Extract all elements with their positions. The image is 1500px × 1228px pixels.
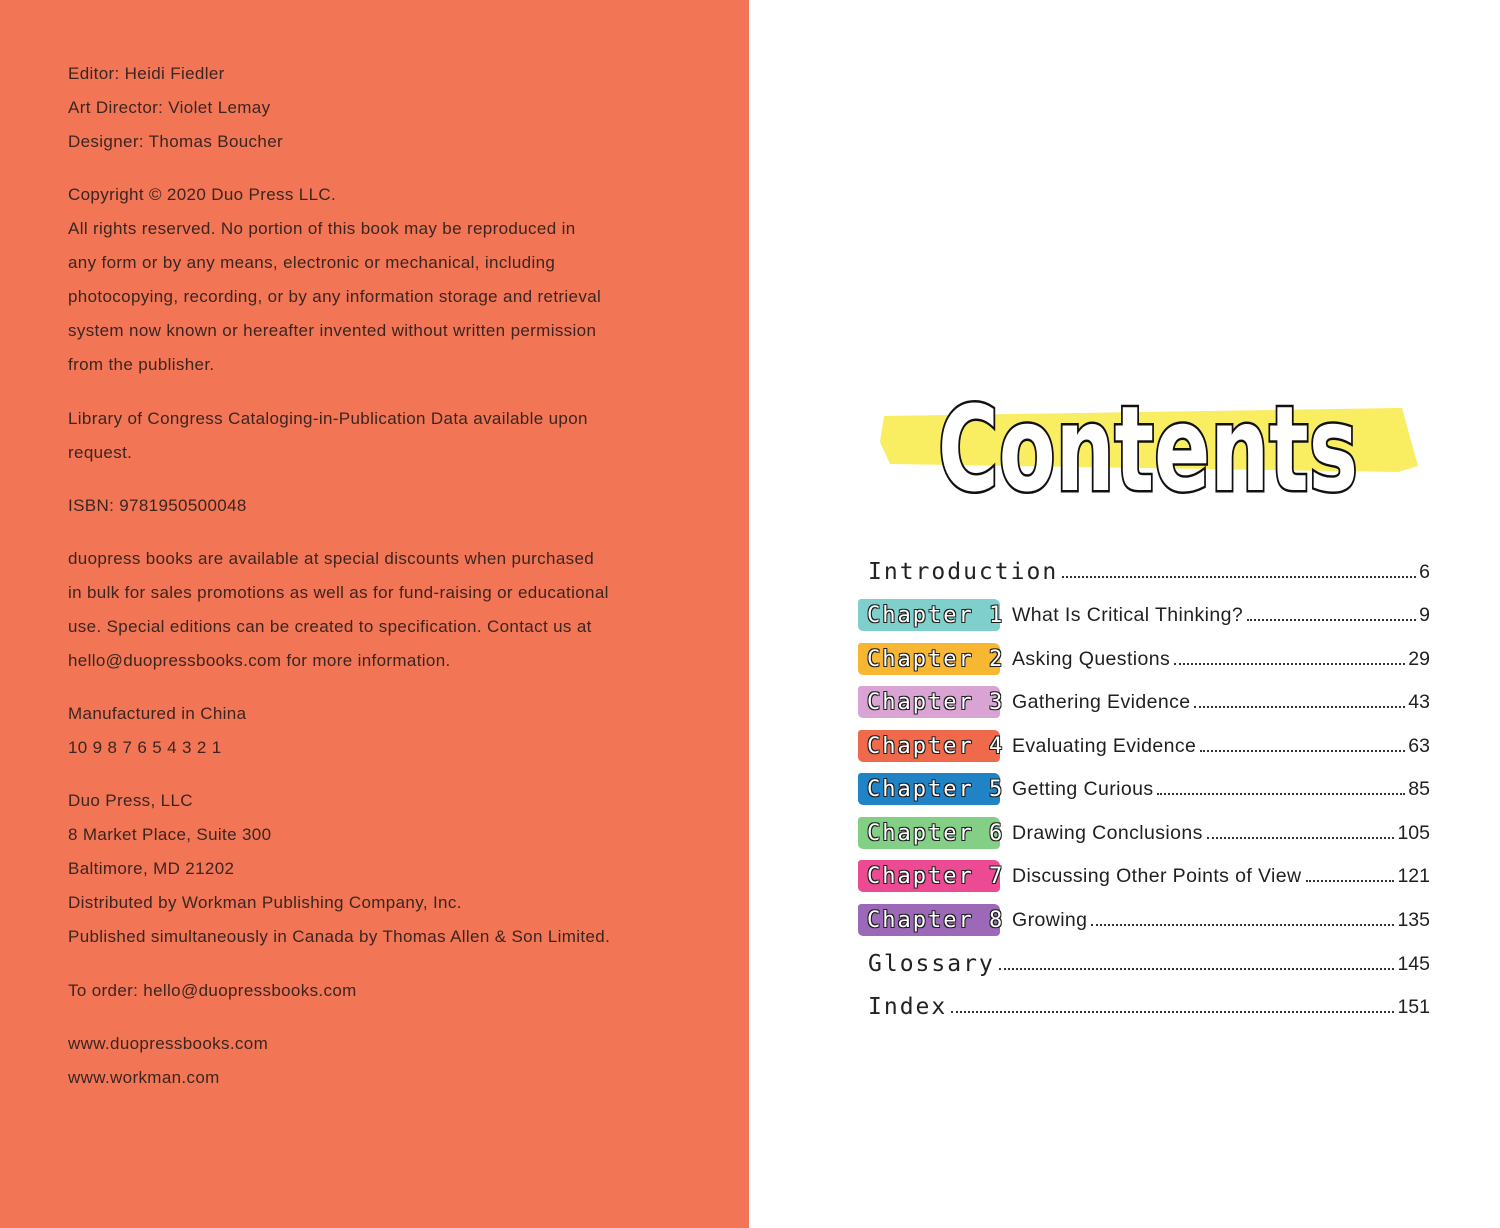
chapter-title: Gathering Evidence: [1012, 690, 1191, 713]
page-number: 29: [1408, 647, 1430, 670]
discount-line: use. Special editions can be created to specification. Contact us at: [68, 617, 592, 636]
dot-leader: [951, 1011, 1394, 1013]
discount-line: duopress books are available at special discounts when purchased: [68, 549, 595, 568]
toc-item-chapter-1[interactable]: [858, 599, 1430, 631]
chapter-title: Growing: [1012, 908, 1088, 931]
page-number: 105: [1397, 821, 1430, 844]
publisher-line: 8 Market Place, Suite 300: [68, 825, 272, 844]
loc-line: Library of Congress Cataloging-in-Publication Data available upon: [68, 409, 588, 428]
chapter-title: What Is Critical Thinking?: [1012, 603, 1244, 626]
dot-leader: [1091, 924, 1394, 926]
publisher-line: Baltimore, MD 21202: [68, 859, 235, 878]
isbn: ISBN: 9781950500048: [68, 496, 247, 515]
toc-item-chapter-8[interactable]: [858, 904, 1430, 936]
publisher-line: Published simultaneously in Canada by Thomas Allen & Son Limited.: [68, 927, 611, 946]
dot-leader: [1174, 663, 1405, 665]
art-director-credit: Art Director: Violet Lemay: [68, 98, 271, 117]
chapter-title: Evaluating Evidence: [1012, 734, 1197, 757]
rights-line: All rights reserved. No portion of this book may be reproduced in: [68, 219, 576, 238]
toc-item-chapter-7[interactable]: [858, 860, 1430, 892]
chapter-title: Drawing Conclusions: [1012, 821, 1203, 844]
toc-item-chapter-6[interactable]: [858, 817, 1430, 849]
dot-leader: [1200, 750, 1405, 752]
website-link[interactable]: www.workman.com: [68, 1068, 220, 1087]
page-number: 85: [1408, 777, 1430, 800]
printing-line: 10 9 8 7 6 5 4 3 2 1: [68, 738, 222, 757]
chapter-tab: Chapter 3: [858, 686, 1000, 718]
copyright-notice: Copyright © 2020 Duo Press LLC.: [68, 185, 337, 204]
toc-label: Introduction: [868, 559, 1059, 585]
order-line: To order: hello@duopressbooks.com: [68, 981, 357, 1000]
chapter-title: Getting Curious: [1012, 777, 1154, 800]
dot-leader: [1207, 837, 1395, 839]
contents-title-graphic: [872, 368, 1432, 518]
dot-leader: [1062, 576, 1416, 578]
title-text: Contents: [938, 380, 1358, 518]
page-number: 63: [1408, 734, 1430, 757]
rights-line: from the publisher.: [68, 355, 215, 374]
rights-line: photocopying, recording, or by any information storage and retrieval: [68, 287, 602, 306]
rights-line: system now known or hereafter invented without written permission: [68, 321, 597, 340]
page-number: 43: [1408, 690, 1430, 713]
discount-line: hello@duopressbooks.com for more information.: [68, 651, 451, 670]
designer-credit: Designer: Thomas Boucher: [68, 132, 284, 151]
dot-leader: [1247, 619, 1416, 621]
toc-item-index[interactable]: [858, 991, 1430, 1023]
chapter-tab: Chapter 1: [858, 599, 1000, 631]
contents-title: [872, 368, 1432, 518]
chapter-tab: Chapter 4: [858, 730, 1000, 762]
toc-item-glossary[interactable]: [858, 948, 1430, 980]
rights-line: any form or by any means, electronic or mechanical, including: [68, 253, 556, 272]
toc-item-chapter-4[interactable]: [858, 730, 1430, 762]
dot-leader: [999, 968, 1395, 970]
publisher-line: Distributed by Workman Publishing Company, Inc.: [68, 893, 462, 912]
manufactured-in: Manufactured in China: [68, 704, 247, 723]
chapter-title: Discussing Other Points of View: [1012, 864, 1302, 887]
editor-credit: Editor: Heidi Fiedler: [68, 64, 225, 83]
toc-item-chapter-3[interactable]: [858, 686, 1430, 718]
page-number: 6: [1419, 560, 1430, 583]
dot-leader: [1157, 793, 1405, 795]
chapter-tab: Chapter 8: [858, 904, 1000, 936]
chapter-tab: Chapter 5: [858, 773, 1000, 805]
loc-line: request.: [68, 443, 133, 462]
page-number: 135: [1397, 908, 1430, 931]
toc-item-chapter-5[interactable]: [858, 773, 1430, 805]
colophon-page: [0, 0, 749, 1228]
discount-line: in bulk for sales promotions as well as for fund-raising or educational: [68, 583, 609, 602]
page-number: 121: [1397, 864, 1430, 887]
chapter-tab: Chapter 6: [858, 817, 1000, 849]
toc-item-introduction[interactable]: [858, 556, 1430, 588]
page-number: 9: [1419, 603, 1430, 626]
chapter-tab: Chapter 7: [858, 860, 1000, 892]
website-link[interactable]: www.duopressbooks.com: [68, 1034, 269, 1053]
dot-leader: [1306, 880, 1395, 882]
toc-label: Index: [868, 994, 948, 1020]
toc-item-chapter-2[interactable]: [858, 643, 1430, 675]
page-number: 145: [1397, 952, 1430, 975]
publisher-line: Duo Press, LLC: [68, 791, 193, 810]
page-number: 151: [1397, 995, 1430, 1018]
dot-leader: [1194, 706, 1405, 708]
chapter-title: Asking Questions: [1012, 647, 1171, 670]
chapter-tab: Chapter 2: [858, 643, 1000, 675]
toc-label: Glossary: [868, 951, 995, 977]
